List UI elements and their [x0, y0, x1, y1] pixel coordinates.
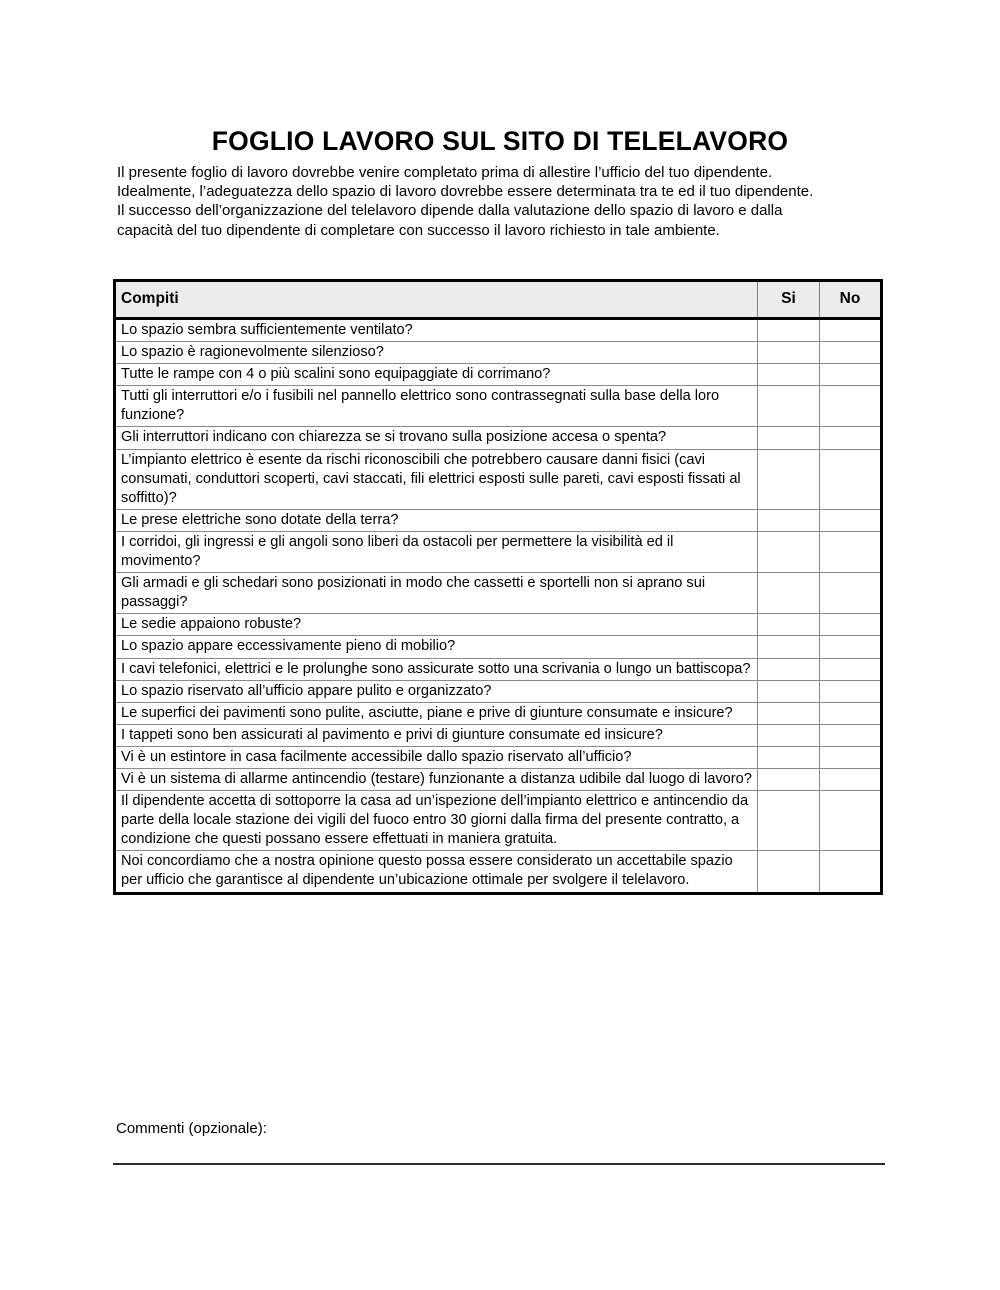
table-row	[115, 573, 882, 614]
no-checkbox-cell[interactable]	[820, 702, 882, 724]
yes-checkbox-cell[interactable]	[758, 319, 820, 342]
table-row	[115, 319, 882, 342]
yes-checkbox-cell[interactable]	[758, 724, 820, 746]
table-row	[115, 342, 882, 364]
task-cell: Le superfici dei pavimenti sono pulite, asciutte, piane e prive di giunture consumate e insicure?	[115, 702, 758, 724]
table-row	[115, 614, 882, 636]
table-row	[115, 531, 882, 572]
task-cell: Lo spazio riservato all’ufficio appare pulito e organizzato?	[115, 680, 758, 702]
task-cell: Vi è un sistema di allarme antincendio (testare) funzionante a distanza udibile dal luogo di lavoro?	[115, 768, 758, 790]
column-header-task: Compiti	[115, 281, 758, 319]
no-checkbox-cell[interactable]	[820, 768, 882, 790]
table-header	[115, 281, 882, 319]
table-row	[115, 427, 882, 449]
task-cell: Lo spazio sembra sufficientemente ventilato?	[115, 319, 758, 342]
table-row	[115, 851, 882, 893]
table-row	[115, 791, 882, 851]
no-checkbox-cell[interactable]	[820, 851, 882, 893]
no-checkbox-cell[interactable]	[820, 680, 882, 702]
yes-checkbox-cell[interactable]	[758, 768, 820, 790]
table-row	[115, 680, 882, 702]
yes-checkbox-cell[interactable]	[758, 680, 820, 702]
page-title: FOGLIO LAVORO SUL SITO DI TELELAVORO	[211, 125, 789, 156]
task-cell: Gli interruttori indicano con chiarezza se si trovano sulla posizione accesa o spenta?	[115, 427, 758, 449]
yes-checkbox-cell[interactable]	[758, 342, 820, 364]
table-row	[115, 364, 882, 386]
task-cell: Il dipendente accetta di sottoporre la casa ad un’ispezione dell’impianto elettrico e antincendio da parte della locale stazione dei vigili del fuoco entro 30 giorni dalla firma del presente contratto, a condizione che questi possano essere effettuati in maniera gratuita.	[115, 791, 758, 851]
table-row	[115, 509, 882, 531]
table-row	[115, 658, 882, 680]
table-row	[115, 724, 882, 746]
yes-checkbox-cell[interactable]	[758, 509, 820, 531]
no-checkbox-cell[interactable]	[820, 509, 882, 531]
no-checkbox-cell[interactable]	[820, 531, 882, 572]
comments-label: Commenti (opzionale):	[116, 1120, 267, 1137]
no-checkbox-cell[interactable]	[820, 746, 882, 768]
intro-line: capacità del tuo dipendente di completare con successo il lavoro richiesto in tale ambiente.	[117, 221, 720, 239]
task-cell: Vi è un estintore in casa facilmente accessibile dallo spazio riservato all’ufficio?	[115, 746, 758, 768]
comments-write-line[interactable]	[113, 1163, 885, 1165]
yes-checkbox-cell[interactable]	[758, 427, 820, 449]
task-cell: Gli armadi e gli schedari sono posizionati in modo che cassetti e sportelli non si aprano sui passaggi?	[115, 573, 758, 614]
no-checkbox-cell[interactable]	[820, 573, 882, 614]
yes-checkbox-cell[interactable]	[758, 449, 820, 509]
no-checkbox-cell[interactable]	[820, 724, 882, 746]
yes-checkbox-cell[interactable]	[758, 573, 820, 614]
yes-checkbox-cell[interactable]	[758, 614, 820, 636]
intro-line: Il successo dell’organizzazione del telelavoro dipende dalla valutazione dello spazio di lavoro e dalla	[117, 202, 783, 220]
yes-checkbox-cell[interactable]	[758, 746, 820, 768]
yes-checkbox-cell[interactable]	[758, 636, 820, 658]
no-checkbox-cell[interactable]	[820, 449, 882, 509]
yes-checkbox-cell[interactable]	[758, 364, 820, 386]
table-body	[115, 319, 882, 894]
task-cell: Tutte le rampe con 4 o più scalini sono equipaggiate di corrimano?	[115, 364, 758, 386]
task-cell: I tappeti sono ben assicurati al pavimento e privi di giunture consumate ed insicure?	[115, 724, 758, 746]
no-checkbox-cell[interactable]	[820, 319, 882, 342]
table-row	[115, 702, 882, 724]
no-checkbox-cell[interactable]	[820, 427, 882, 449]
checklist-table	[113, 279, 883, 895]
task-cell: Le sedie appaiono robuste?	[115, 614, 758, 636]
table-row	[115, 386, 882, 427]
task-cell: Noi concordiamo che a nostra opinione questo possa essere considerato un accettabile spazio per ufficio che garantisce al dipendente un’ubicazione ottimale per svolgere il telelavoro.	[121, 853, 733, 889]
yes-checkbox-cell[interactable]	[758, 386, 820, 427]
yes-checkbox-cell[interactable]	[758, 658, 820, 680]
no-checkbox-cell[interactable]	[820, 364, 882, 386]
task-cell: L’impianto elettrico è esente da rischi riconoscibili che potrebbero causare danni fisici (cavi consumati, conduttori scoperti, cavi staccati, fili elettrici esposti sulle pareti, cavi esposti fissati al soffitto)?	[115, 449, 758, 509]
intro-line: Idealmente, l’adeguatezza dello spazio di lavoro dovrebbe essere determinata tra te ed il tuo dipendente.	[117, 183, 814, 201]
yes-checkbox-cell[interactable]	[758, 531, 820, 572]
task-cell: Lo spazio è ragionevolmente silenzioso?	[115, 342, 758, 364]
table-row	[115, 768, 882, 790]
yes-checkbox-cell[interactable]	[758, 702, 820, 724]
table-row	[115, 449, 882, 509]
task-cell: Le prese elettriche sono dotate della terra?	[115, 509, 758, 531]
column-header-no: No	[820, 281, 882, 319]
task-cell: I corridoi, gli ingressi e gli angoli sono liberi da ostacoli per permettere la visibilità ed il movimento?	[115, 531, 758, 572]
no-checkbox-cell[interactable]	[820, 791, 882, 851]
no-checkbox-cell[interactable]	[820, 614, 882, 636]
no-checkbox-cell[interactable]	[820, 658, 882, 680]
column-header-yes: Si	[758, 281, 820, 319]
checklist-table-wrapper	[113, 279, 880, 895]
intro-line: Il presente foglio di lavoro dovrebbe venire completato prima di allestire l’ufficio del tuo dipendente.	[117, 164, 773, 181]
no-checkbox-cell[interactable]	[820, 636, 882, 658]
no-checkbox-cell[interactable]	[820, 386, 882, 427]
yes-checkbox-cell[interactable]	[758, 791, 820, 851]
task-cell: Tutti gli interruttori e/o i fusibili nel pannello elettrico sono contrassegnati sulla base della loro funzione?	[115, 386, 758, 427]
yes-checkbox-cell[interactable]	[758, 851, 820, 893]
intro-paragraph	[117, 163, 877, 240]
task-cell: Lo spazio appare eccessivamente pieno di mobilio?	[115, 636, 758, 658]
table-header-row	[115, 281, 882, 319]
table-row	[115, 636, 882, 658]
task-cell: I cavi telefonici, elettrici e le prolunghe sono assicurate sotto una scrivania o lungo un battiscopa?	[115, 658, 758, 680]
no-checkbox-cell[interactable]	[820, 342, 882, 364]
table-row	[115, 746, 882, 768]
